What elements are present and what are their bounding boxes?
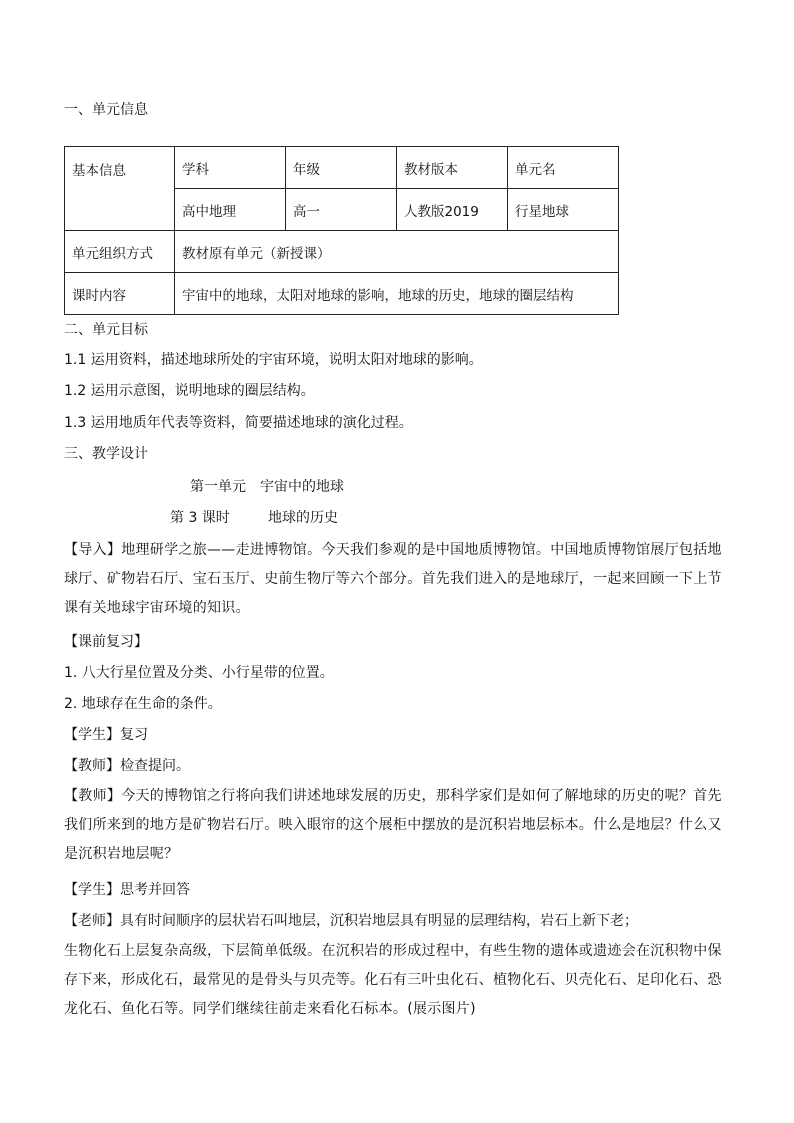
student-review: 【学生】复习 <box>64 727 148 743</box>
unit-title: 第一单元 宇宙中的地球 <box>190 479 344 495</box>
intro-paragraph: 【导入】地理研学之旅——走进博物馆。今天我们参观的是中国地质博物馆。中国地质博物馆展厅包括地球厅、矿物岩石厅、宝石玉厅、史前生物厅等六个部分。首先我们进入的是地球厅，一起来回顾一下上节课有关地球宇宙环境的知识。 <box>64 542 722 616</box>
teacher-check: 【教师】检查提问。 <box>64 758 190 774</box>
teacher-paragraph: 【教师】今天的博物馆之行将向我们讲述地球发展的历史，那科学家们是如何了解地球的历史的呢？首先我们所来到的地方是矿物岩石厅。映入眼帘的这个展柜中摆放的是沉积岩地层标本。什么是地层？什么又是沉积岩地层呢？ <box>64 788 722 862</box>
value-edition: 人教版2019 <box>397 189 508 231</box>
table-row <box>65 273 619 315</box>
header-edition: 教材版本 <box>397 147 508 189</box>
goal-1: 1.1 运用资料，描述地球所处的宇宙环境，说明太阳对地球的影响。 <box>64 352 483 368</box>
org-value: 教材原有单元（新授课） <box>175 231 619 273</box>
value-subject: 高中地理 <box>175 189 286 231</box>
section1-heading: 一、单元信息 <box>64 102 148 118</box>
section2-heading: 二、单元目标 <box>64 322 148 338</box>
value-unit-name: 行星地球 <box>508 189 619 231</box>
student-answer: 【学生】思考并回答 <box>64 882 190 898</box>
goal-2: 1.2 运用示意图，说明地球的圈层结构。 <box>64 383 315 399</box>
fossil-paragraph: 生物化石上层复杂高级，下层简单低级。在沉积岩的形成过程中，有些生物的遗体或遗迹会在沉积物中保存下来，形成化石，最常见的是骨头与贝壳等。化石有三叶虫化石、植物化石、贝壳化石、足印化石、恐龙化石、鱼化石等。同学们继续往前走来看化石标本。(展示图片) <box>64 943 722 1017</box>
content-label: 课时内容 <box>65 273 175 315</box>
review-item-1: 1. 八大行星位置及分类、小行星带的位置。 <box>64 665 334 681</box>
table-row <box>65 231 619 273</box>
header-unit-name: 单元名 <box>508 147 619 189</box>
review-heading: 【课前复习】 <box>64 634 148 650</box>
goal-3: 1.3 运用地质年代表等资料，简要描述地球的演化过程。 <box>64 415 413 431</box>
org-label: 单元组织方式 <box>65 231 175 273</box>
table-row <box>65 147 619 189</box>
basic-info-cell: 基本信息 <box>65 147 175 231</box>
section3-heading: 三、教学设计 <box>64 446 148 462</box>
teacher-explain: 【老师】具有时间顺序的层状岩石叫地层，沉积岩地层具有明显的层理结构，岩石上新下老； <box>64 913 638 929</box>
value-grade: 高一 <box>286 189 397 231</box>
header-subject: 学科 <box>175 147 286 189</box>
lesson-title: 地球的历史 <box>268 510 338 526</box>
unit-info-table <box>64 146 619 315</box>
header-grade: 年级 <box>286 147 397 189</box>
lesson-number: 第 3 课时 <box>170 510 230 526</box>
content-value: 宇宙中的地球，太阳对地球的影响，地球的历史，地球的圈层结构 <box>175 273 619 315</box>
review-item-2: 2. 地球存在生命的条件。 <box>64 696 222 712</box>
